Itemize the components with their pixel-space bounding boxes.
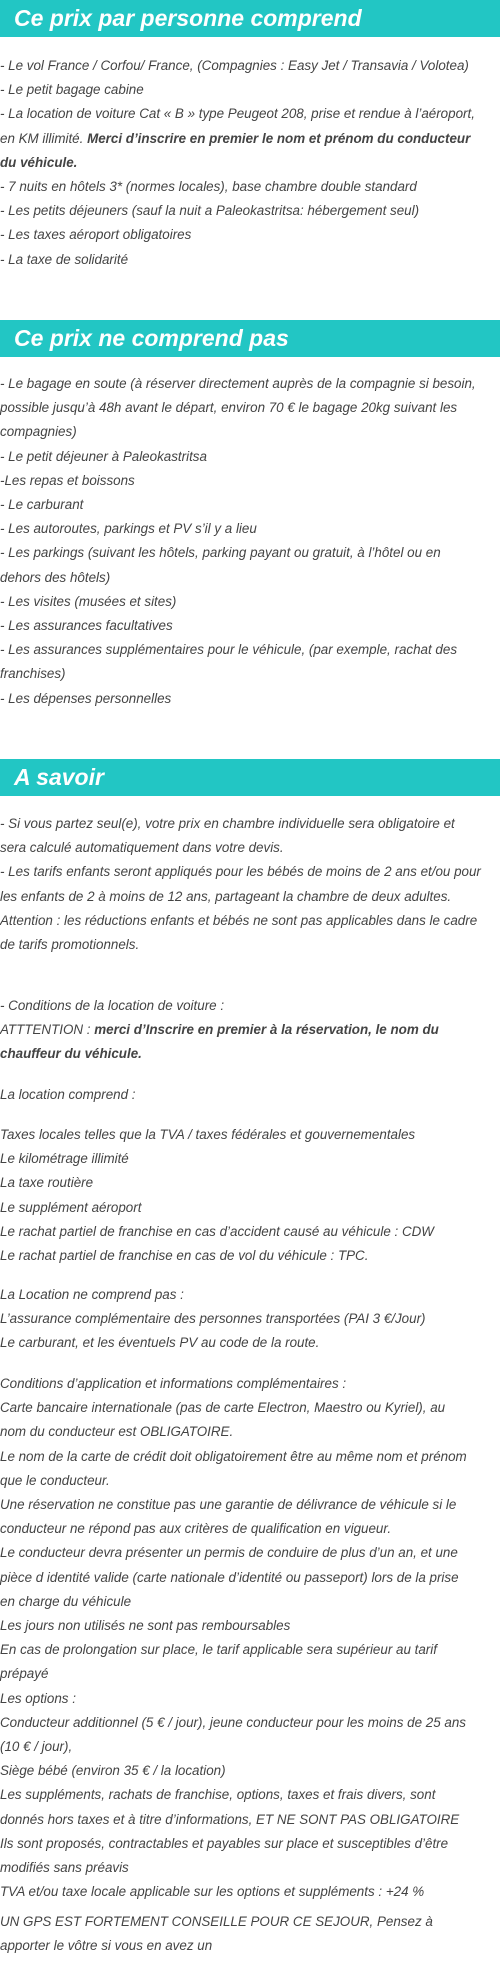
paragraph-line: Conducteur additionnel (5 € / jour), jeune conducteur pour les moins de 25 ans	[0, 1714, 466, 1730]
list-item: - 7 nuits en hôtels 3* (normes locales), base chambre double standard	[0, 179, 417, 195]
paragraph-line: donnés hors taxes et à titre d’informations, ET NE SONT PAS OBLIGATOIRE	[0, 1811, 460, 1827]
paragraph-line: les enfants de 2 à moins de 12 ans, partageant la chambre de deux adultes.	[0, 888, 452, 904]
list-item: Le supplément aéroport	[0, 1199, 142, 1215]
list-item: - Les parkings (suivant les hôtels, parking payant ou gratuit, à l’hôtel ou en	[0, 545, 441, 561]
paragraph-line: Les suppléments, rachats de franchise, options, taxes et frais divers, sont	[0, 1787, 436, 1803]
paragraph-line: Le conducteur devra présenter un permis de conduire de plus d’un an, et une	[0, 1545, 458, 1561]
paragraph-line: que le conducteur.	[0, 1472, 110, 1488]
list-item: La taxe routière	[0, 1175, 94, 1191]
options-title: Les options :	[0, 1690, 76, 1706]
list-item: - Le bagage en soute (à réserver directement auprès de la compagnie si besoin,	[0, 376, 476, 391]
paragraph-line: prépayé	[0, 1666, 49, 1682]
list-item: Taxes locales telles que la TVA / taxes fédérales et gouvernementales	[0, 1127, 416, 1142]
paragraph-line: Le nom de la carte de crédit doit obligatoirement être au même nom et prénom	[0, 1448, 467, 1464]
rental-conditions	[0, 1372, 500, 1904]
paragraph-line: (10 € / jour),	[0, 1739, 73, 1755]
paragraph-line: Attention : les réductions enfants et bébés ne sont pas applicables dans le cadre	[0, 912, 478, 928]
attention-notice: ATTTENTION : merci d’Inscrire en premier à la réservation, le nom du	[0, 1022, 439, 1038]
list-item: dehors des hôtels)	[0, 569, 111, 585]
paragraph-line: modifiés sans préavis	[0, 1860, 129, 1876]
paragraph-line: Ils sont proposés, contractables et payables sur place et susceptibles d’être	[0, 1835, 449, 1851]
paragraph-line: pièce d identité valide (carte nationale d’identité ou passeport) lors de la prise	[0, 1569, 459, 1585]
conditions-title: Conditions d’application et informations complémentaires :	[0, 1376, 347, 1391]
paragraph-line: Carte bancaire internationale (pas de carte Electron, Maestro ou Kyriel), au	[0, 1400, 446, 1416]
included-list	[0, 54, 500, 272]
rental-includes-title-block	[0, 1083, 500, 1107]
list-item: Le carburant, et les éventuels PV au code de la route.	[0, 1335, 320, 1351]
paragraph-line: TVA et/ou taxe locale applicable sur les options et suppléments : +24 %	[0, 1884, 425, 1900]
paragraph-line: en charge du véhicule	[0, 1593, 132, 1609]
list-item: - Les petits déjeuners (sauf la nuit a Paleokastritsa: hébergement seul)	[0, 203, 420, 219]
list-item: - Le petit bagage cabine	[0, 82, 144, 98]
list-item: L’assurance complémentaire des personnes transportées (PAI 3 €/Jour)	[0, 1311, 426, 1327]
paragraph-line: - Les tarifs enfants seront appliqués pour les bébés de moins de 2 ans et/ou pour	[0, 864, 481, 880]
paragraph-line: UN GPS EST FORTEMENT CONSEILLE POUR CE SEJOUR, Pensez à	[0, 1914, 433, 1929]
paragraph-line: Les jours non utilisés ne sont pas remboursables	[0, 1618, 291, 1634]
paragraph-line: nom du conducteur est OBLIGATOIRE.	[0, 1424, 234, 1440]
list-item: -Les repas et boissons	[0, 472, 135, 488]
list-item: - La taxe de solidarité	[0, 251, 129, 267]
list-item: - Les dépenses personnelles	[0, 690, 172, 706]
good-to-know-intro	[0, 812, 500, 957]
list-item: - Le petit déjeuner à Paleokastritsa	[0, 448, 207, 464]
car-rental-conditions	[0, 994, 500, 1067]
list-item: Le kilométrage illimité	[0, 1151, 129, 1167]
rental-includes-list	[0, 1123, 500, 1268]
paragraph-line: Siège bébé (environ 35 € / la location)	[0, 1763, 226, 1779]
paragraph-line: apporter le vôtre si vous en avez un	[0, 1938, 213, 1954]
list-item: franchises)	[0, 666, 66, 682]
rental-excludes-list	[0, 1283, 500, 1356]
driver-name-notice: du véhicule.	[0, 154, 78, 170]
paragraph-line: - Si vous partez seul(e), votre prix en chambre individuelle sera obligatoire et	[0, 816, 455, 831]
section-title-excluded: Ce prix ne comprend pas	[0, 320, 500, 357]
list-item: - La location de voiture Cat « B » type Peugeot 208, prise et rendue à l’aéroport,	[0, 106, 475, 122]
gps-advice	[0, 1910, 500, 1958]
paragraph-line: conducteur ne répond pas aux critères de qualification en vigueur.	[0, 1521, 392, 1537]
paragraph-line: sera calculé automatiquement dans votre devis.	[0, 840, 284, 856]
list-item: - Le vol France / Corfou/ France, (Compagnies : Easy Jet / Transavia / Volotea)	[0, 58, 469, 73]
driver-name-notice: Merci d’inscrire en premier le nom et prénom du conducteur	[87, 130, 471, 146]
list-item: - Les visites (musées et sites)	[0, 593, 177, 609]
paragraph-line: de tarifs promotionnels.	[0, 937, 140, 953]
list-item: - Les autoroutes, parkings et PV s’il y a lieu	[0, 521, 257, 537]
rental-includes-title: La location comprend :	[0, 1087, 136, 1102]
paragraph-line: En cas de prolongation sur place, le tarif applicable sera supérieur au tarif	[0, 1642, 437, 1658]
section-title-included: Ce prix par personne comprend	[0, 0, 500, 37]
list-item: en KM illimité. Merci d’inscrire en premier le nom et prénom du conducteur	[0, 130, 471, 146]
excluded-list	[0, 372, 500, 711]
list-item: - Les assurances facultatives	[0, 618, 173, 634]
rental-excludes-title: La Location ne comprend pas :	[0, 1287, 184, 1302]
list-item: - Les taxes aéroport obligatoires	[0, 227, 192, 243]
list-item: - Le carburant	[0, 497, 84, 513]
list-item: - Les assurances supplémentaires pour le véhicule, (par exemple, rachat des	[0, 642, 458, 658]
section-title-good-to-know: A savoir	[0, 759, 500, 796]
list-item: Le rachat partiel de franchise en cas d’accident causé au véhicule : CDW	[0, 1223, 434, 1239]
paragraph-line: Une réservation ne constitue pas une garantie de délivrance de véhicule si le	[0, 1497, 457, 1513]
list-item: Le rachat partiel de franchise en cas de vol du véhicule : TPC.	[0, 1248, 369, 1264]
attention-notice-cont: chauffeur du véhicule.	[0, 1046, 142, 1062]
car-conditions-heading: - Conditions de la location de voiture :	[0, 998, 225, 1013]
list-item: compagnies)	[0, 424, 77, 440]
list-item: possible jusqu’à 48h avant le départ, environ 70 € le bagage 20kg suivant les	[0, 400, 458, 416]
